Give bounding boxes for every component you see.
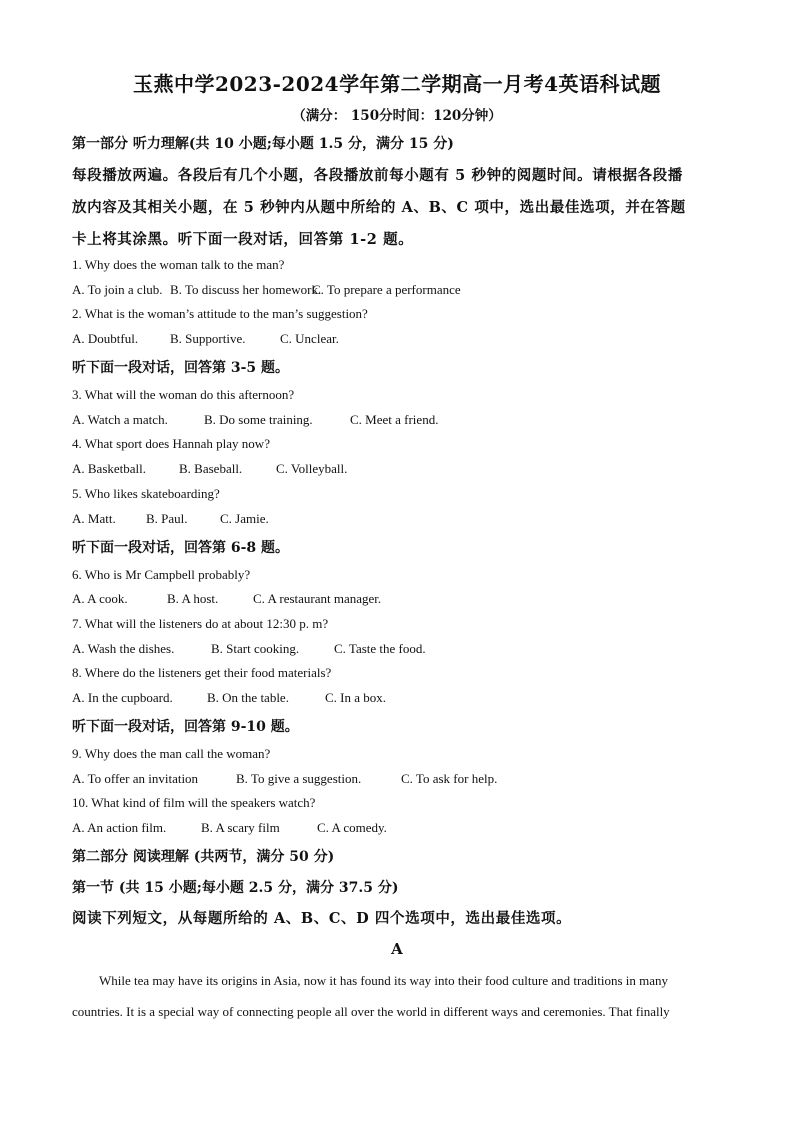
option-c: C. A restaurant manager.	[253, 591, 382, 606]
part1-heading: 第一部分 听力理解(共 10 小题;每小题 1.5 分，满分 15 分)	[72, 136, 454, 152]
question-10: 10. What kind of film will the speakers watch?	[72, 795, 316, 810]
option-b: B. To discuss her homework.	[170, 282, 322, 297]
option-a: A. Doubtful.	[72, 331, 139, 346]
option-c: C. Unclear.	[280, 331, 339, 346]
option-a: A. To offer an invitation	[72, 771, 199, 786]
option-c: C. Taste the food.	[334, 641, 426, 656]
option-c: C. Volleyball.	[276, 461, 348, 476]
option-a: A. In the cupboard.	[72, 690, 173, 705]
options-6	[72, 591, 381, 607]
options-3	[72, 412, 438, 428]
prompt-9-10: 听下面一段对话，回答第 9-10 题。	[72, 719, 299, 735]
question-3: 3. What will the woman do this afternoon?	[72, 387, 295, 402]
passage-label: A	[391, 940, 403, 958]
option-c: C. Meet a friend.	[350, 412, 439, 427]
option-c: C. In a box.	[325, 690, 387, 705]
passage-line: countries. It is a special way of connecting people all over the world in different ways and ceremonies. That finally	[72, 1004, 670, 1019]
prompt-6-8: 听下面一段对话，回答第 6-8 题。	[72, 540, 290, 556]
option-c: C. A comedy.	[317, 820, 387, 835]
prompt-3-5: 听下面一段对话，回答第 3-5 题。	[72, 360, 290, 376]
question-7: 7. What will the listeners do at about 12:30 p. m?	[72, 616, 329, 631]
option-a: A. Wash the dishes.	[72, 641, 175, 656]
option-b: B. Do some training.	[204, 412, 313, 427]
options-10	[72, 820, 387, 836]
part1-instruction-line: 卡上将其涂黑。听下面一段对话，回答第 1-2 题。	[72, 231, 414, 248]
options-5	[72, 511, 269, 527]
option-b: B. On the table.	[207, 690, 289, 705]
option-a: A. To join a club.	[72, 282, 163, 297]
option-c: C. Jamie.	[220, 511, 269, 526]
exam-subtitle: （满分： 150分时间：120分钟）	[292, 108, 502, 124]
option-a: A. Matt.	[72, 511, 116, 526]
options-9	[72, 771, 497, 787]
options-7	[72, 641, 426, 657]
options-4	[72, 461, 347, 477]
part2-section1-heading: 第一节 (共 15 小题;每小题 2.5 分，满分 37.5 分)	[72, 880, 399, 896]
option-a: A. An action film.	[72, 820, 167, 835]
question-9: 9. Why does the man call the woman?	[72, 746, 271, 761]
options-1	[72, 282, 461, 298]
option-a: A. Watch a match.	[72, 412, 168, 427]
part2-heading: 第二部分 阅读理解 (共两节，满分 50 分)	[72, 849, 335, 865]
options-8	[72, 690, 386, 706]
option-b: B. Start cooking.	[211, 641, 300, 656]
option-b: B. To give a suggestion.	[236, 771, 362, 786]
part2-instruction: 阅读下列短文，从每题所给的 A、B、C、D 四个选项中，选出最佳选项。	[72, 910, 572, 927]
question-5: 5. Who likes skateboarding?	[72, 486, 220, 501]
option-a: A. Basketball.	[72, 461, 147, 476]
question-6: 6. Who is Mr Campbell probably?	[72, 567, 251, 582]
option-c: C. To prepare a performance	[312, 282, 461, 297]
question-2: 2. What is the woman’s attitude to the man’s suggestion?	[72, 306, 368, 321]
question-4: 4. What sport does Hannah play now?	[72, 436, 270, 451]
option-b: B. Paul.	[146, 511, 188, 526]
option-b: B. A host.	[167, 591, 219, 606]
option-b: B. Baseball.	[179, 461, 243, 476]
option-c: C. To ask for help.	[401, 771, 498, 786]
exam-title: 玉燕中学2023-2024学年第二学期高一月考4英语科试题	[132, 72, 662, 96]
option-a: A. A cook.	[72, 591, 128, 606]
question-8: 8. Where do the listeners get their food materials?	[72, 665, 332, 680]
option-b: B. A scary film	[201, 820, 280, 835]
part1-instruction-line: 放内容及其相关小题，在 5 秒钟内从题中所给的 A、B、C 项中，选出最佳选项，并在答题	[72, 199, 686, 216]
option-b: B. Supportive.	[170, 331, 246, 346]
options-2	[72, 331, 339, 347]
question-1: 1. Why does the woman talk to the man?	[72, 257, 285, 272]
part1-instruction-line: 每段播放两遍。各段后有几个小题，各段播放前每小题有 5 秒钟的阅题时间。请根据各段播	[72, 167, 683, 184]
passage-line: While tea may have its origins in Asia, now it has found its way into their food culture and traditions in many	[99, 973, 669, 988]
